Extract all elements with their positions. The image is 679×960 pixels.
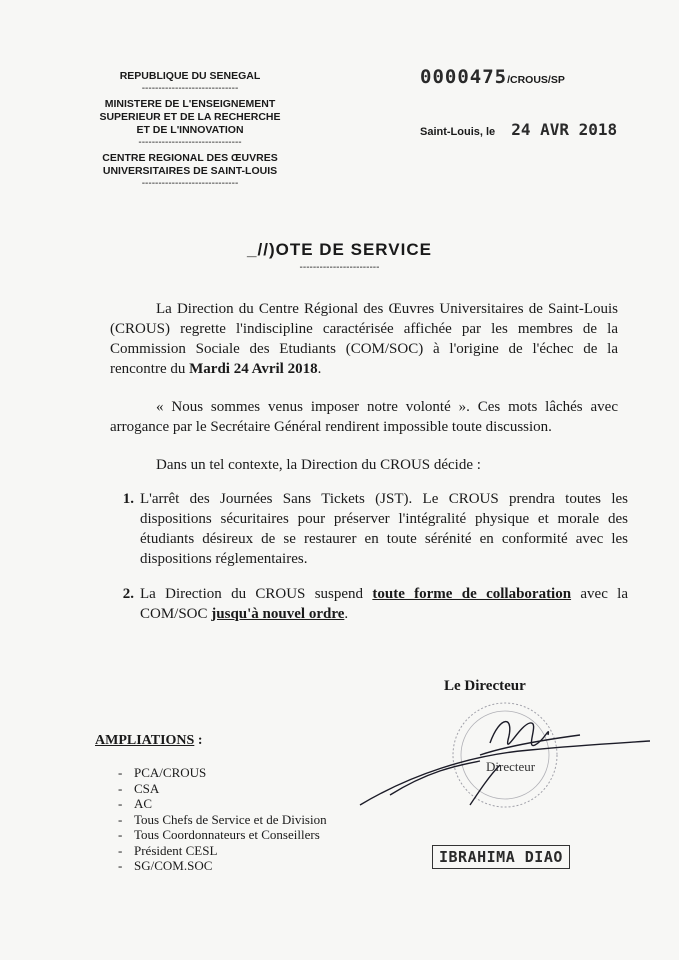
header-separator: ----------------------------- xyxy=(141,83,239,94)
reference-number: 0000475 xyxy=(420,66,508,88)
reference-line xyxy=(420,66,565,88)
page-title: _//)OTE DE SERVICE xyxy=(247,240,432,259)
list-item: - AC xyxy=(118,796,327,812)
list-item: - Tous Coordonnateurs et Conseillers xyxy=(118,827,327,843)
decision-underlined-a: toute forme de collaboration xyxy=(372,586,572,602)
reference-suffix: /CROUS/SP xyxy=(507,74,565,86)
place-label: Saint-Louis, le xyxy=(420,126,496,138)
decision-text-b: avec la COM/SOC xyxy=(140,586,628,622)
signature-stamp-graphic xyxy=(350,695,650,835)
name-stamp: IBRAHIMA DIAO xyxy=(432,845,570,869)
header-ministry-line-3: ET DE L'INNOVATION xyxy=(136,124,244,136)
paragraph-intro-end: . xyxy=(317,361,322,377)
ampliations-list xyxy=(118,765,327,874)
ampliations-title-suffix: : xyxy=(194,733,203,748)
header-country: REPUBLIQUE DU SENEGAL xyxy=(119,70,261,82)
ampliations-title: AMPLIATIONS xyxy=(95,733,195,748)
list-item: - CSA xyxy=(118,781,327,797)
title-separator: ------------------------ xyxy=(299,262,380,273)
header-separator: ----------------------------- xyxy=(141,178,239,189)
header-ministry-line-2: SUPERIEUR ET DE LA RECHERCHE xyxy=(99,111,281,123)
paragraph-quote: « Nous sommes venus imposer notre volonté ». Ces mots lâchés avec arrogance par le Secrétaire Général rendirent impossible toute discussion. xyxy=(110,399,618,435)
header-centre-line-1: CENTRE REGIONAL DES ŒUVRES xyxy=(102,152,278,164)
date-stamp: 24 AVR 2018 xyxy=(511,120,618,139)
decision-text-a: La Direction du CROUS suspend xyxy=(140,586,373,602)
list-item: - Président CESL xyxy=(118,843,327,859)
decision-text: L'arrêt des Journées Sans Tickets (JST). Le CROUS prendra toutes les dispositions sécuritaires pour préserver l'intégralité physique et morale des étudiants désireux de se restaurer en toute sérénité en conformité avec les dispositions réglementaires. xyxy=(140,491,628,567)
paragraph-intro-text: La Direction du Centre Régional des Œuvres Universitaires de Saint-Louis (CROUS) regrette l'indiscipline caractérisée affichée par les membres de la Commission Sociale des Etudiants (COM/SOC) à l'origine de l'échec de la rencontre du xyxy=(110,301,618,377)
list-item: - SG/COM.SOC xyxy=(118,858,327,874)
paragraph-intro xyxy=(110,299,618,379)
header-ministry-line-1: MINISTERE DE L'ENSEIGNEMENT xyxy=(104,98,276,110)
paragraph-decision-intro: Dans un tel contexte, la Direction du CROUS décide : xyxy=(156,457,481,473)
list-item: - PCA/CROUS xyxy=(118,765,327,781)
official-stamp-icon xyxy=(453,703,557,807)
stamp-label: Directeur xyxy=(486,759,536,774)
decision-text xyxy=(140,584,628,624)
meeting-date: Mardi 24 Avril 2018 xyxy=(189,361,318,377)
ampliations-heading xyxy=(95,733,202,749)
decision-text-c: . xyxy=(344,606,349,622)
decision-underlined-b: jusqu'à nouvel ordre xyxy=(211,606,345,622)
header-separator: ------------------------------- xyxy=(138,137,242,148)
signatory-title: Le Directeur xyxy=(444,678,526,694)
list-item: - Tous Chefs de Service et de Division xyxy=(118,812,327,828)
decision-number: 2. xyxy=(122,586,134,602)
institution-header xyxy=(90,70,290,193)
date-line xyxy=(420,120,617,140)
header-centre-line-2: UNIVERSITAIRES DE SAINT-LOUIS xyxy=(102,165,278,177)
decision-number: 1. xyxy=(122,491,134,507)
